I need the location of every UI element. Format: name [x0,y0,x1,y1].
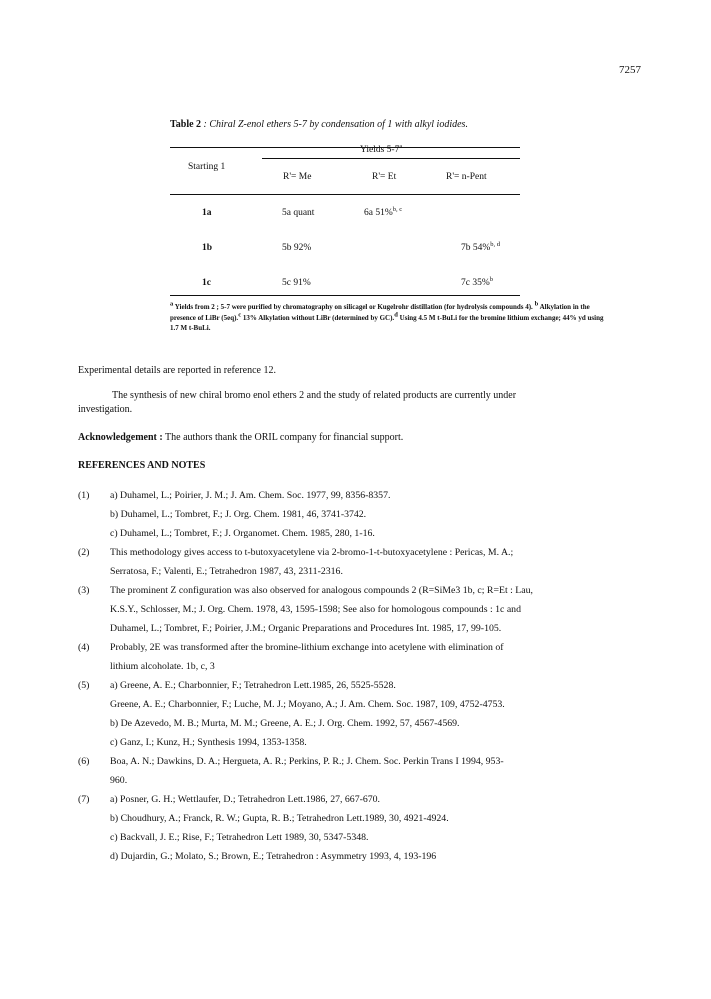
header-yields-sup: a [399,142,403,150]
ack-text: The authors thank the ORIL company for financial support. [165,432,404,443]
cell-et-sup: b, c [392,205,403,213]
cell-pent-sup: b [489,275,494,283]
header-yields-text: Yields 5-7 [360,145,400,155]
header-col-et: R'= Et [372,172,397,182]
header-col-pent: R'= n-Pent [446,172,487,182]
cell-et [364,205,403,218]
cell-start: 1a [202,208,212,218]
ref-line: Serratosa, F.; Valenti, E.; Tetrahedron 1987, 43, 2311-2316. [110,566,343,577]
page-number: 7257 [619,64,641,76]
cell-pent-text: 7c 35% [461,278,490,288]
table-yields-rule [262,158,520,159]
references-heading: REFERENCES AND NOTES [78,460,206,471]
ack-label: Acknowledgement : [78,432,163,443]
cell-pent [461,240,501,253]
ref-number: (5) [78,680,90,691]
acknowledgement [78,431,403,444]
ref-line: Boa, A. N.; Dawkins, D. A.; Hergueta, A. R.; Perkins, P. R.; J. Chem. Soc. Perkin Trans I 1994, 953- [110,756,504,767]
ref-number: (1) [78,490,90,501]
ref-line: a) Duhamel, L.; Poirier, J. M.; J. Am. Chem. Soc. 1977, 99, 8356-8357. [110,490,391,501]
cell-me-text: 5a quant [282,208,315,218]
footnote-d-text: Using 4.5 M t-BuLi for the bromine lithium exchange; 44% yd using 1.7 M t-BuLi. [170,313,604,332]
ref-number: (3) [78,585,90,596]
header-yields [360,142,403,155]
table-top-rule [170,147,520,148]
ref-line: K.S.Y., Schlosser, M.; J. Org. Chem. 1978, 43, 1595-1598; See also for homologous compounds : 1c and [110,604,521,615]
ref-line: a) Greene, A. E.; Charbonnier, F.; Tetrahedron Lett.1985, 26, 5525-5528. [110,680,396,691]
ref-line: Duhamel, L.; Tombret, F.; Poirier, J.M.; Organic Preparations and Procedures Int. 1985, 17, 99-105. [110,623,502,634]
cell-start: 1c [202,278,211,288]
ref-line: c) Ganz, I.; Kunz, H.; Synthesis 1994, 1353-1358. [110,737,307,748]
footnote-b-text: Alkylation in the presence of LiBr (5eq). [170,303,590,322]
table-header-rule [170,194,520,195]
ref-line: b) Choudhury, A.; Franck, R. W.; Gupta, R. B.; Tetrahedron Lett.1989, 30, 4921-4924. [110,813,449,824]
ref-line: This methodology gives access to t-butoxyacetylene via 2-bromo-1-t-butoxyacetylene : Pericas, M. A.; [110,547,514,558]
footnote-a-sup: a [170,300,174,308]
table-caption-text: : Chiral Z-enol ethers 5-7 by condensation of 1 with alkyl iodides. [203,119,468,130]
ref-number: (6) [78,756,90,767]
ref-line: c) Backvall, J. E.; Rise, F.; Tetrahedron Lett 1989, 30, 5347-5348. [110,832,369,843]
experimental-details: Experimental details are reported in reference 12. [78,365,276,376]
ref-line: Greene, A. E.; Charbonnier, F.; Luche, M. J.; Moyano, A.; J. Am. Chem. Soc. 1987, 109, 4752-4753. [110,699,505,710]
ref-number: (7) [78,794,90,805]
footnote-d-sup: d [394,311,398,319]
ref-line: 960. [110,775,128,786]
table-caption [170,119,468,130]
cell-pent-text: 7b 54% [461,243,491,253]
ref-number: (4) [78,642,90,653]
ref-number: (2) [78,547,90,558]
cell-pent-sup: b, d [490,240,501,248]
table-footnote [170,302,610,334]
footnote-c-sup: c [238,311,242,319]
ref-line: d) Dujardin, G.; Molato, S.; Brown, E.; Tetrahedron : Asymmetry 1993, 4, 193-196 [110,851,437,862]
header-col-me: R'= Me [283,172,312,182]
table-bottom-rule [170,295,520,296]
header-starting: Starting 1 [188,162,226,172]
cell-pent [461,275,494,288]
cell-me-text: 5b 92% [282,243,312,253]
ref-line: lithium alcoholate. 1b, c, 3 [110,661,215,672]
footnote-c-text: 13% Alkylation without LiBr (determined by GC). [242,313,395,322]
footnote-a-text: Yields from 2 ; 5-7 were purified by chromatography on silicagel or Kugelrohr distillation (for hydrolysis compounds 4). [174,303,533,311]
cell-me [282,243,311,253]
table-caption-label: Table 2 [170,119,202,130]
ref-line: a) Posner, G. H.; Wettlaufer, D.; Tetrahedron Lett.1986, 27, 667-670. [110,794,380,805]
ref-line: c) Duhamel, L.; Tombret, F.; J. Organomet. Chem. 1985, 280, 1-16. [110,528,375,539]
ref-line: Probably, 2E was transformed after the bromine-lithium exchange into acetylene with elimination of [110,642,504,653]
ref-line: The prominent Z configuration was also observed for analogous compounds 2 (R=SiMe3 1b, c; R=Et : Lau, [110,585,533,596]
cell-start: 1b [202,243,213,253]
synthesis-line-2: investigation. [78,404,133,415]
ref-line: b) De Azevedo, M. B.; Murta, M. M.; Greene, A. E.; J. Org. Chem. 1992, 57, 4567-4569. [110,718,460,729]
cell-me [282,208,314,218]
synthesis-line-1: The synthesis of new chiral bromo enol ethers 2 and the study of related products are currently under [112,390,517,401]
cell-et-text: 6a 51% [364,208,393,218]
cell-me [282,278,311,288]
footnote-b-sup: b [534,300,539,308]
ref-line: b) Duhamel, L.; Tombret, F.; J. Org. Chem. 1981, 46, 3741-3742. [110,509,367,520]
cell-me-text: 5c 91% [282,278,311,288]
